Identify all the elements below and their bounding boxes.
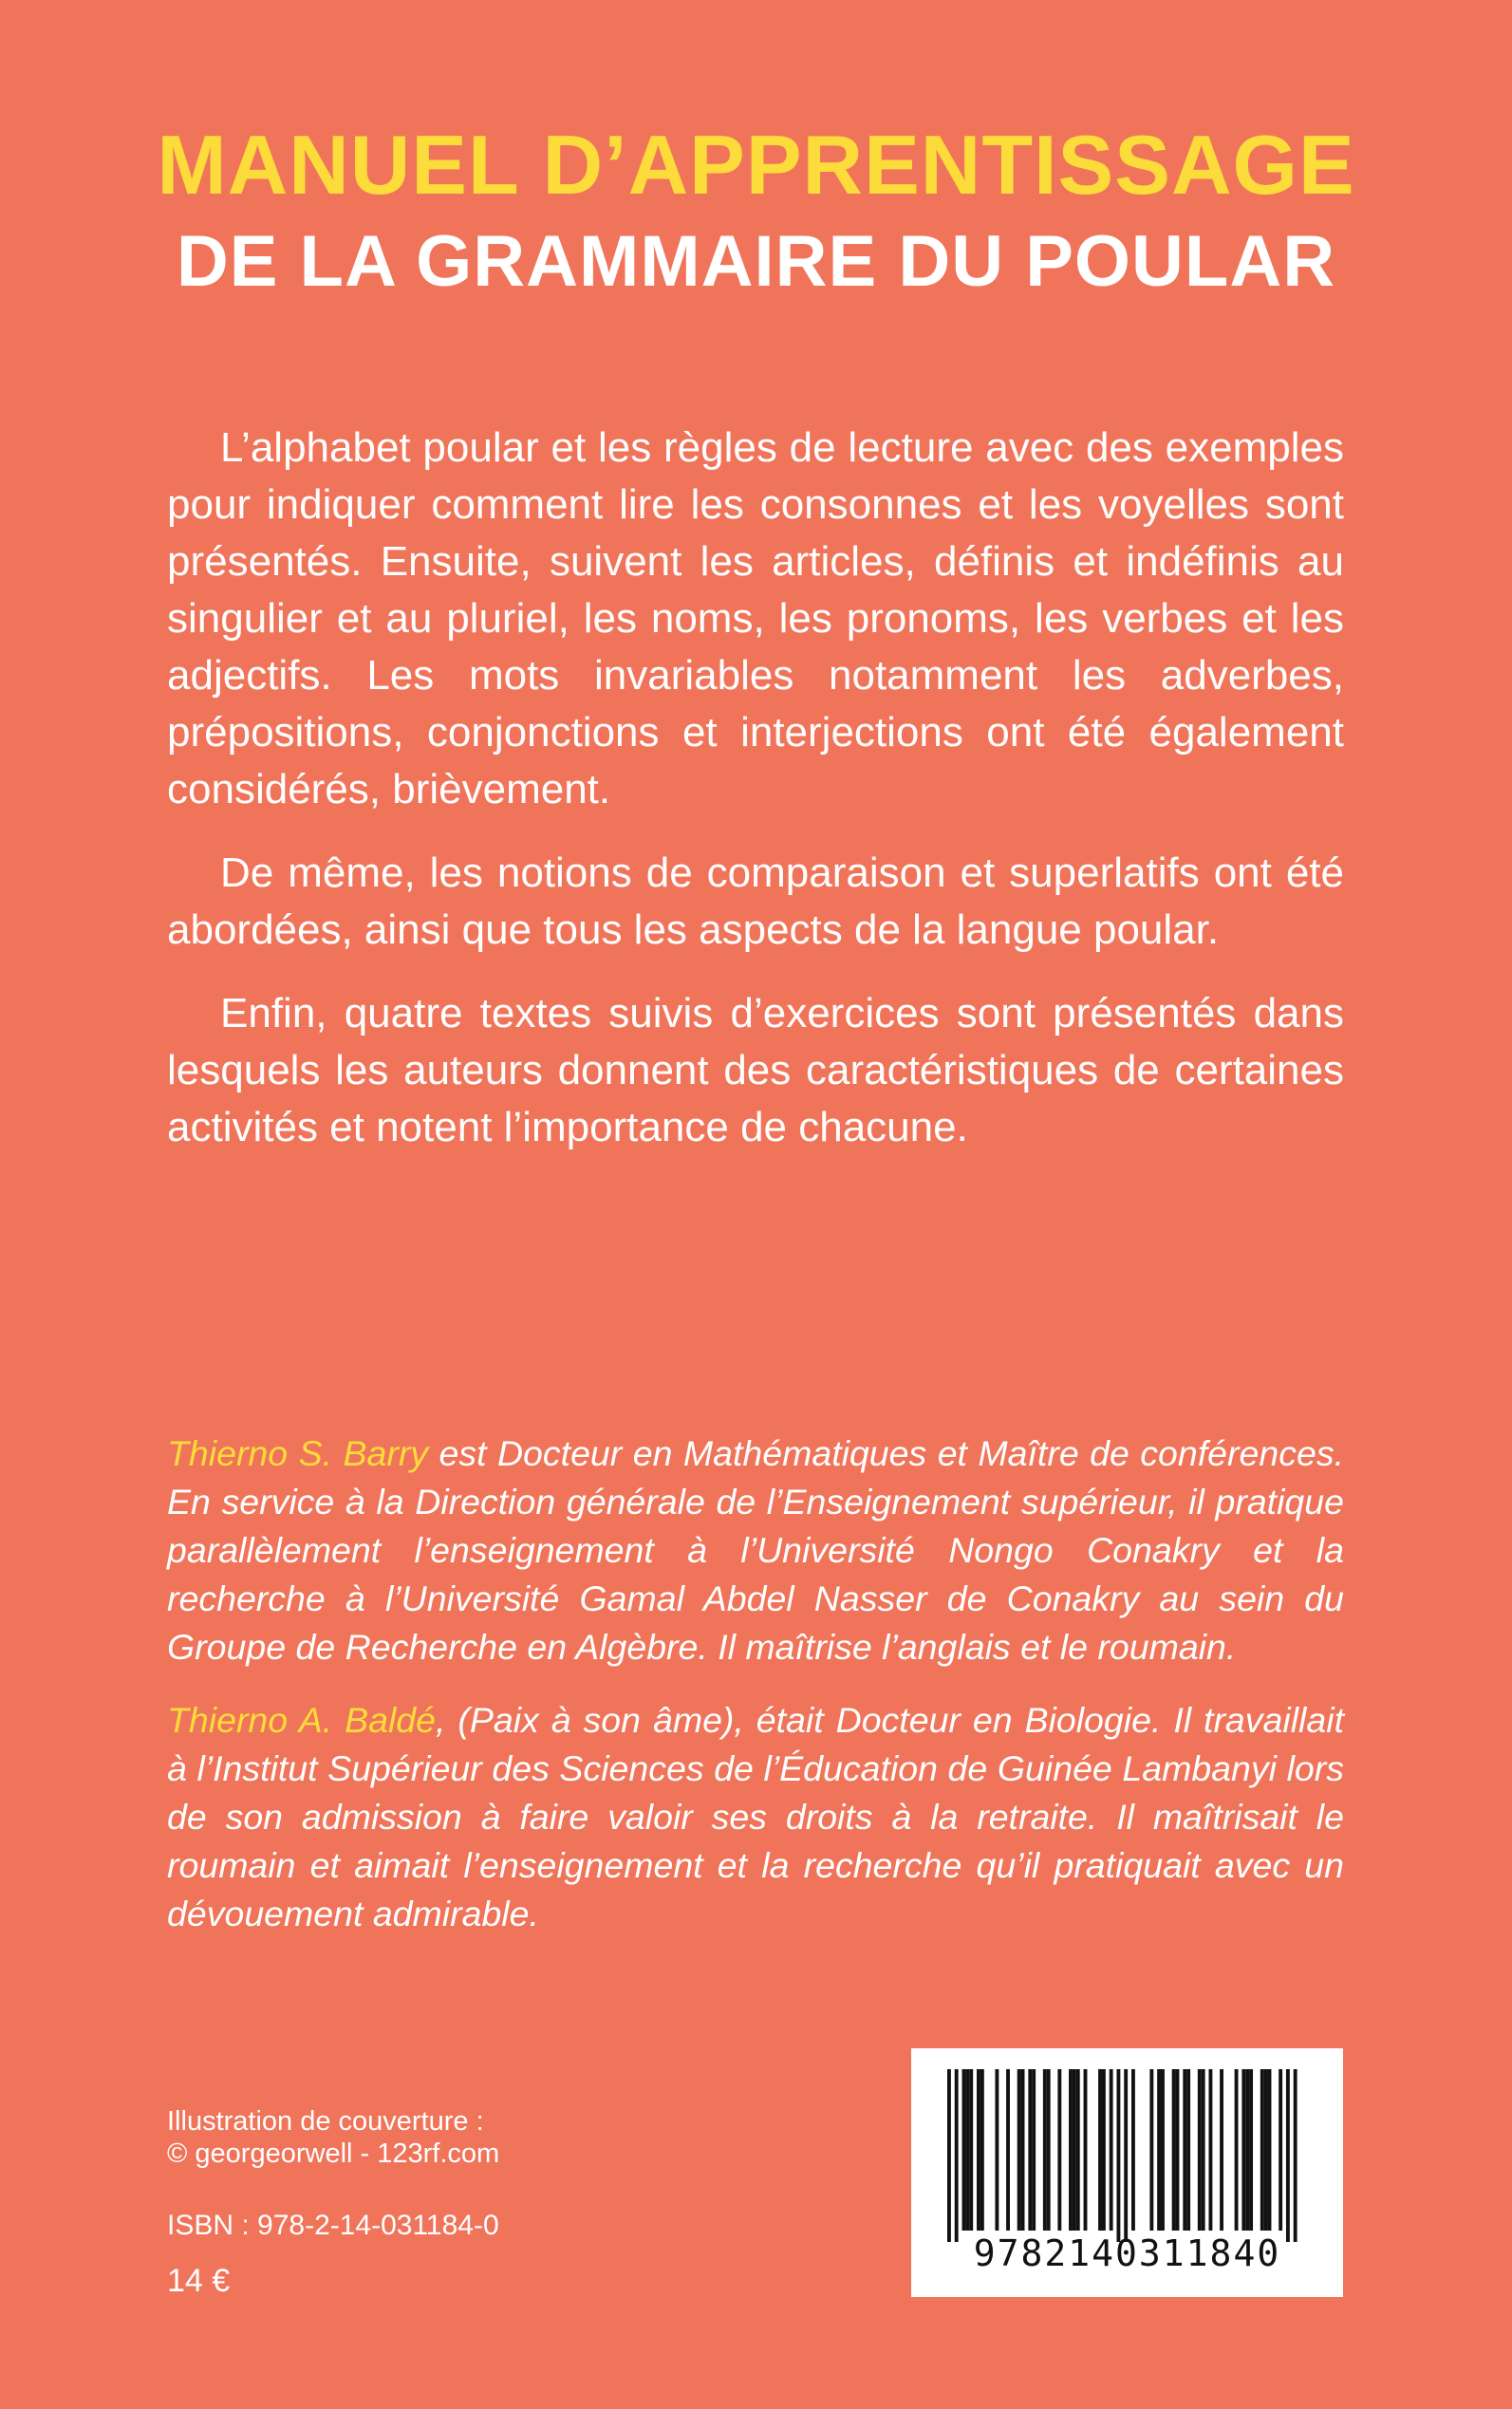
barcode-bar: [1149, 2069, 1153, 2231]
author-bios: [167, 1429, 1344, 1963]
author-bio-text-2: , (Paix à son âme), était Docteur en Biologie. Il travaillait à l’Institut Supérieur des Sciences de l’Éducation de Guinée Lambanyi lors de son admission à faire valoir ses droits à la retraite. Il maîtrisait le roumain et aimait l’enseignement et la recherche qu’il pratiquait avec un dévouement admirable.: [167, 1700, 1344, 1933]
barcode-bar: [1208, 2069, 1212, 2231]
barcode-bar: [1241, 2069, 1245, 2231]
barcode-bar: [962, 2069, 966, 2231]
barcode-bar: [1057, 2069, 1061, 2231]
blurb-paragraph-1: L’alphabet poular et les règles de lecture avec des exemples pour indiquer comment lire les consonnes et les voyelles sont présentés. Ensuite, suivent les articles, définis et indéfinis au singulier et au pluriel, les noms, les pronoms, les verbes et les adjectifs. Les mots invariables notamment les adverbes, prépositions, conjonctions et interjections ont été également considérés, brièvement.: [167, 424, 1344, 812]
barcode-bar: [1076, 2069, 1080, 2231]
blurb-paragraph-3: Enfin, quatre textes suivis d’exercices sont présentés dans lesquels les auteurs donnent des caractéristiques de certaines activités et notent l’importance de chacune.: [167, 990, 1344, 1150]
barcode-bar: [1260, 2069, 1264, 2231]
barcode-bar: [1268, 2069, 1272, 2231]
barcode-bar: [1294, 2069, 1297, 2242]
barcode-bar: [1131, 2069, 1135, 2231]
barcode-bar: [1172, 2069, 1176, 2231]
barcode-bar: [1098, 2069, 1102, 2231]
barcode-bar: [1279, 2069, 1282, 2231]
barcode-bar: [1249, 2069, 1253, 2231]
barcode-bar: [1202, 2069, 1205, 2231]
illustration-credit: [167, 2105, 499, 2170]
barcode-bar: [1220, 2069, 1223, 2231]
barcode-bar: [1161, 2069, 1165, 2231]
barcode-bar: [965, 2069, 969, 2231]
barcode-bar: [1028, 2069, 1032, 2231]
barcode-bar: [1084, 2069, 1088, 2231]
blurb-paragraph-2: De même, les notions de comparaison et superlatifs ont été abordées, ainsi que tous les aspects de la langue poular.: [167, 850, 1344, 953]
barcode-bar: [1073, 2069, 1076, 2231]
barcode-bar: [1017, 2069, 1021, 2231]
price: 14 €: [167, 2263, 231, 2299]
credit-label: Illustration de couverture :: [167, 2106, 484, 2137]
barcode-bar: [995, 2069, 999, 2231]
barcode-bar: [1157, 2069, 1161, 2231]
barcode-bar: [1183, 2069, 1186, 2231]
barcode-bar: [1176, 2069, 1180, 2231]
title-line-1: MANUEL D’APPRENTISSAGE: [157, 118, 1355, 212]
barcode-bar: [969, 2069, 973, 2231]
barcode-bar: [1186, 2069, 1190, 2231]
barcode-bar: [1198, 2069, 1202, 2231]
barcode-number: 9782140311840: [973, 2232, 1281, 2274]
author-bio-2: [167, 1696, 1344, 1938]
barcode-bar: [1032, 2069, 1036, 2231]
barcode-bar: [1069, 2069, 1073, 2231]
barcode-bar: [1021, 2069, 1025, 2231]
barcode-bar: [1102, 2069, 1106, 2231]
author-bio-1: [167, 1429, 1344, 1671]
barcode-bar: [1235, 2069, 1239, 2231]
title-line-2: DE LA GRAMMAIRE DU POULAR: [176, 221, 1336, 302]
barcode-bar: [980, 2069, 984, 2231]
barcode-bar: [1286, 2069, 1290, 2242]
barcode-bar: [1116, 2069, 1120, 2242]
barcode-bar: [1047, 2069, 1051, 2231]
barcode-bar: [947, 2069, 951, 2242]
credit-source: © georgeorwell - 123rf.com: [167, 2138, 500, 2169]
barcode-bar: [1110, 2069, 1113, 2231]
barcode-bar: [1043, 2069, 1047, 2231]
barcode-bar: [977, 2069, 980, 2231]
author-name-1: Thierno S. Barry: [167, 1433, 429, 1473]
barcode-bar: [1264, 2069, 1268, 2231]
barcode-bar: [1006, 2069, 1010, 2231]
barcode: [911, 2048, 1343, 2297]
barcode-bar: [1124, 2069, 1128, 2242]
author-name-2: Thierno A. Baldé: [167, 1700, 436, 1740]
isbn: ISBN : 978-2-14-031184-0: [167, 2210, 499, 2241]
author-bio-text-1: est Docteur en Mathématiques et Maître de conférences. En service à la Direction générale de l’Enseignement supérieur, il pratique parallèlement l’enseignement à l’Université Nongo Conakry et la recherche à l’Université Gamal Abdel Nasser de Conakry au sein du Groupe de Recherche en Algèbre. Il maîtrise l’anglais et le roumain.: [167, 1433, 1344, 1667]
barcode-bar: [1245, 2069, 1249, 2231]
barcode-bar: [955, 2069, 959, 2242]
blurb: [167, 420, 1344, 1183]
